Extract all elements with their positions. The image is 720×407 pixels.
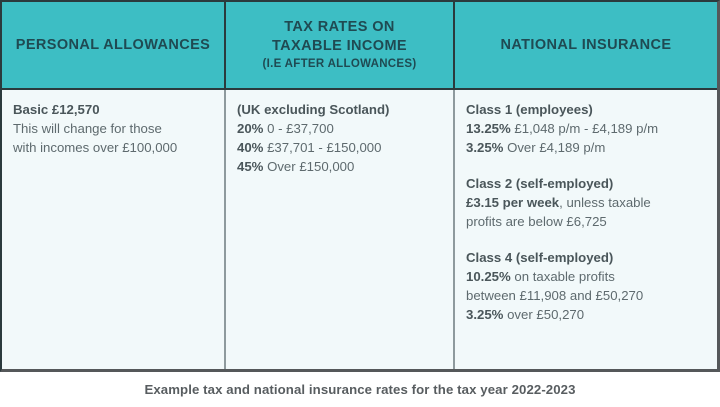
cell-personal-allowances: [2, 90, 226, 369]
tax-rate-1-band: 0 - £37,700: [267, 121, 334, 136]
ni-class4-row-1: [466, 267, 706, 286]
column-header-tax-rates-line1: TAX RATES ON: [284, 19, 395, 36]
tax-rate-row-1: [237, 119, 442, 138]
cell-tax-rates: [226, 90, 455, 369]
tax-rate-2-percent: 40%: [237, 140, 264, 155]
tax-rate-row-2: [237, 138, 442, 157]
ni-class2-amount: £3.15 per week: [466, 195, 560, 210]
table-body-row: [2, 90, 717, 369]
ni-class1-row-2: [466, 138, 706, 157]
column-header-national-insurance: [455, 2, 717, 88]
tax-rates-region-note: (UK excluding Scotland): [237, 102, 390, 117]
column-header-tax-rates-line2: TAXABLE INCOME: [271, 37, 408, 54]
ni-class4-row-2: between £11,908 and £50,270: [466, 288, 644, 303]
ni-class1-rate-2: 3.25%: [466, 140, 504, 155]
ni-class4-text-3: over £50,270: [507, 307, 585, 322]
table-header-row: [2, 2, 717, 90]
tax-rate-3-percent: 45%: [237, 159, 264, 174]
cell-national-insurance: [455, 90, 717, 369]
ni-class4-rate-2: 3.25%: [466, 307, 504, 322]
ni-class2-heading: Class 2 (self-employed): [466, 176, 614, 191]
column-header-tax-rates: [226, 2, 455, 88]
ni-class4-heading: Class 4 (self-employed): [466, 250, 614, 265]
ni-class1-heading: Class 1 (employees): [466, 102, 593, 117]
column-header-tax-rates-subtitle: (I.E AFTER ALLOWANCES): [262, 58, 417, 71]
figure-caption: Example tax and national insurance rates for the tax year 2022-2023: [144, 382, 576, 397]
personal-allowance-note-line2: with incomes over £100,000: [13, 140, 178, 155]
ni-class1-rate-1: 13.25%: [466, 121, 511, 136]
ni-class4-rate-1: 10.25%: [466, 269, 511, 284]
ni-class2-row-1: [466, 193, 706, 212]
personal-allowance-basic: Basic £12,570: [13, 102, 100, 117]
personal-allowance-note-line1: This will change for those: [13, 121, 162, 136]
ni-class1-band-1: £1,048 p/m - £4,189 p/m: [514, 121, 659, 136]
ni-class1-row-1: [466, 119, 706, 138]
column-header-personal-allowances-label: PERSONAL ALLOWANCES: [15, 36, 211, 53]
ni-class1-band-2: Over £4,189 p/m: [507, 140, 606, 155]
column-header-national-insurance-label: NATIONAL INSURANCE: [500, 36, 672, 53]
column-header-personal-allowances: [2, 2, 226, 88]
ni-class2-row-2: profits are below £6,725: [466, 214, 607, 229]
tax-rate-3-band: Over £150,000: [267, 159, 355, 174]
tax-rate-row-3: [237, 157, 442, 176]
tax-rate-1-percent: 20%: [237, 121, 264, 136]
ni-class2-text-1: , unless taxable: [559, 195, 651, 210]
ni-class4-row-3: [466, 305, 706, 324]
tax-rate-2-band: £37,701 - £150,000: [267, 140, 382, 155]
ni-class4-text-1: on taxable profits: [514, 269, 615, 284]
